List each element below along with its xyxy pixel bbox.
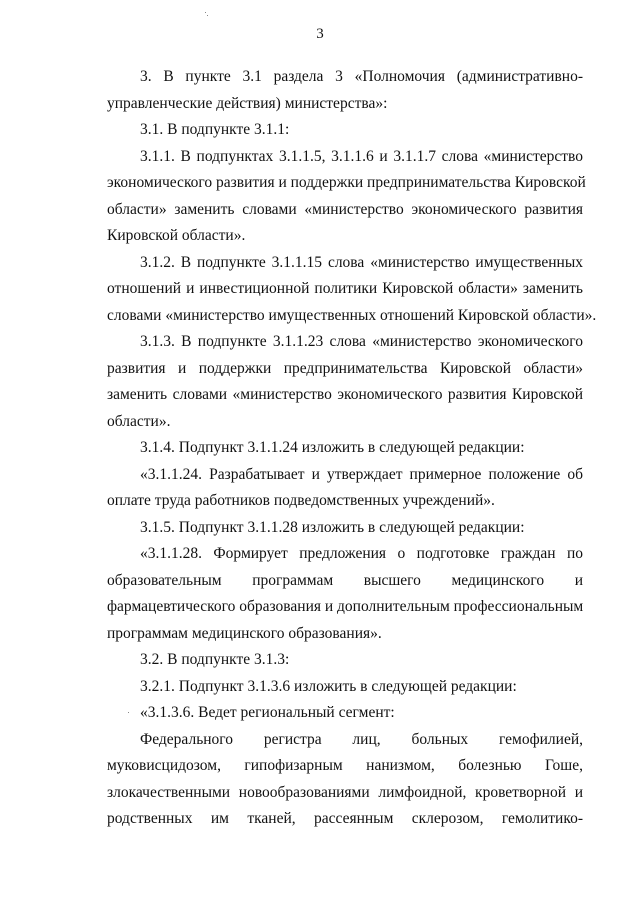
text-line: образовательным программам высшего медицинского и: [107, 571, 583, 589]
text-line: 3.1.1. В подпунктах 3.1.1.5, 3.1.1.6 и 3.1.1.7 слова «министерство: [140, 147, 583, 165]
text-line: 3.1.3. В подпункте 3.1.1.23 слова «министерство экономического: [140, 333, 583, 350]
paragraph: [107, 250, 597, 330]
text-line: 3.2.1. Подпункт 3.1.3.6 изложить в следующей редакции:: [140, 677, 517, 695]
text-line: муковисцидозом, гипофизарным нанизмом, болезнью Гоше,: [107, 757, 583, 774]
text-line: программам медицинского образования».: [107, 624, 382, 642]
paragraph: [107, 329, 583, 435]
paragraph: [107, 144, 586, 250]
paragraph: [107, 64, 583, 117]
scan-speck: [205, 12, 206, 13]
paragraph: [107, 727, 583, 833]
text-line: злокачественными новообразованиями лимфоидной, кроветворной и: [107, 783, 583, 801]
text-line: Кировской области».: [107, 227, 246, 244]
text-line: 3.1.4. Подпункт 3.1.1.24 изложить в следующей редакции:: [140, 439, 525, 456]
text-line: 3. В пункте 3.1 раздела 3 «Полномочия (административно-: [140, 68, 583, 85]
paragraph: [107, 541, 583, 647]
text-line: оплате труда работников подведомственных учреждений».: [107, 492, 495, 509]
text-line: заменить словами «министерство экономического развития Кировской: [107, 386, 583, 403]
text-line: «3.1.1.28. Формирует предложения о подготовке граждан по: [140, 545, 583, 562]
text-line: 3.2. В подпункте 3.1.3:: [140, 651, 290, 668]
text-line: 3.1.5. Подпункт 3.1.1.28 изложить в следующей редакции:: [140, 518, 525, 536]
paragraph: [107, 647, 583, 674]
text-line: словами «министерство имущественных отношений Кировской области».: [107, 306, 597, 324]
text-line: области» заменить словами «министерство экономического развития: [107, 200, 583, 218]
text-line: родственных им тканей, рассеянным склерозом, гемолитико-: [107, 810, 583, 827]
text-line: развития и поддержки предпринимательства Кировской области»: [107, 359, 583, 377]
paragraph: [107, 674, 583, 701]
text-line: 3.1.2. В подпункте 3.1.1.15 слова «министерство имущественных: [140, 253, 583, 271]
text-line: «3.1.1.24. Разрабатывает и утверждает примерное положение об: [140, 465, 583, 483]
text-line: Федерального регистра лиц, больных гемофилией,: [140, 730, 583, 748]
paragraph: [107, 117, 583, 144]
text-line: 3.1. В подпункте 3.1.1:: [140, 121, 290, 138]
text-line: управленческие действия) министерства»:: [107, 94, 388, 112]
paragraph: [107, 515, 583, 542]
page-number: 3: [316, 26, 324, 42]
paragraph: [107, 700, 583, 727]
text-line: отношений и инвестиционной политики Кировской области» заменить: [107, 280, 583, 297]
text-line: «3.1.3.6. Ведет региональный сегмент:: [140, 704, 395, 721]
scan-speck: [128, 712, 129, 713]
text-line: области».: [107, 412, 171, 430]
paragraph: [107, 462, 583, 515]
paragraph: [107, 435, 583, 462]
scan-speck: [207, 15, 208, 16]
text-line: фармацевтического образования и дополнительным профессиональным: [107, 598, 584, 615]
text-line: экономического развития и поддержки предпринимательства Кировской: [107, 174, 586, 191]
